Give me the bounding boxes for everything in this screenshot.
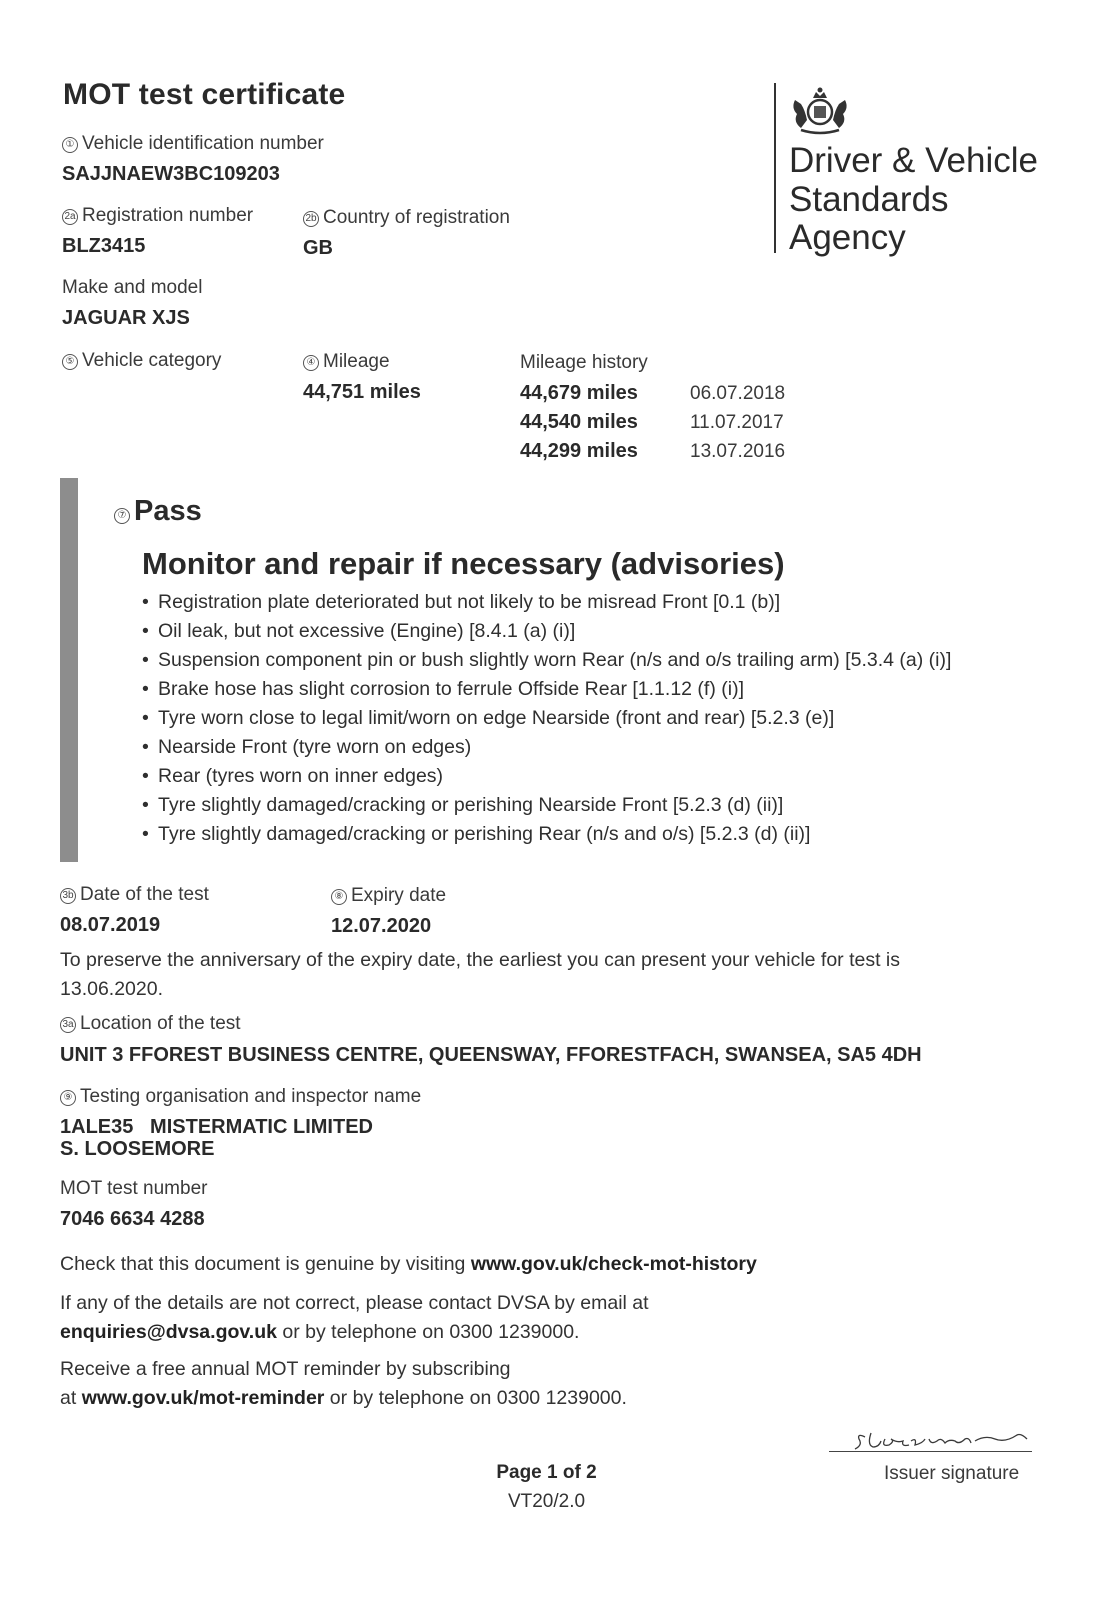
country-value: GB — [303, 237, 333, 259]
make-model-value: JAGUAR XJS — [62, 307, 190, 329]
advisory-item: • Tyre worn close to legal limit/worn on edge Nearside (front and rear) [5.2.3 (e)] — [142, 707, 835, 729]
result-status: ⑦ Pass — [114, 495, 202, 528]
expiry-date-label: ⑧ Expiry date — [331, 885, 446, 907]
check-mot-history-link[interactable]: www.gov.uk/check-mot-history — [470, 1253, 757, 1275]
agency-name — [789, 142, 1038, 258]
test-number-value: 7046 6634 4288 — [60, 1208, 205, 1230]
advisory-item: • Tyre slightly damaged/cracking or perishing Nearside Front [5.2.3 (d) (ii)] — [142, 794, 784, 816]
mot-reminder-link[interactable]: www.gov.uk/mot-reminder — [81, 1387, 325, 1409]
mileage-history-list — [520, 382, 785, 469]
make-model-label: Make and model — [62, 277, 203, 298]
field-number-icon: ⑤ — [62, 354, 78, 370]
mileage-value: 44,751 miles — [303, 381, 421, 403]
history-date: 13.07.2016 — [690, 441, 786, 462]
country-label: 2b Country of registration — [303, 207, 510, 229]
page-title: MOT test certificate — [63, 78, 346, 111]
anniversary-note: To preserve the anniversary of the expiry date, the earliest you can present your vehicle for test is 13.06.2020. — [60, 949, 901, 1000]
history-date: 11.07.2017 — [690, 412, 784, 433]
vehicle-category-label: ⑤ Vehicle category — [62, 350, 221, 372]
field-number-icon: 3b — [60, 888, 76, 904]
royal-crest-icon — [787, 84, 853, 136]
advisories-title: Monitor and repair if necessary (advisories) — [142, 546, 785, 581]
field-number-icon: ④ — [303, 355, 319, 371]
mileage-label: ④ Mileage — [303, 351, 390, 373]
reminder-text: Receive a free annual MOT reminder by subscribing at www.gov.uk/mot-reminder or by telephone on 0300 1239000. — [60, 1358, 627, 1409]
field-number-icon: 3a — [60, 1017, 76, 1033]
advisory-item: • Tyre slightly damaged/cracking or perishing Rear (n/s and o/s) [5.2.3 (d) (ii)] — [142, 823, 811, 845]
mileage-history-row — [520, 411, 785, 440]
mileage-history-label: Mileage history — [520, 352, 648, 373]
field-number-icon: ⑦ — [114, 508, 130, 524]
location-label: 3a Location of the test — [60, 1013, 241, 1035]
history-miles: 44,540 miles — [520, 411, 638, 433]
result-bar — [60, 478, 78, 862]
history-miles: 44,679 miles — [520, 382, 638, 404]
advisory-item: • Nearside Front (tyre worn on edges) — [142, 736, 472, 758]
advisory-item: • Rear (tyres worn on inner edges) — [142, 765, 444, 787]
mileage-history-row — [520, 440, 785, 469]
field-number-icon: 2b — [303, 211, 319, 227]
organisation-value: 1ALE35 MISTERMATIC LIMITED S. LOOSEMORE — [60, 1116, 373, 1160]
registration-value: BLZ3415 — [62, 235, 146, 257]
logo-divider — [774, 83, 776, 253]
field-number-icon: ⑧ — [331, 889, 347, 905]
organisation-label: ⑨ Testing organisation and inspector name — [60, 1086, 421, 1108]
check-genuine-text: Check that this document is genuine by visiting www.gov.uk/check-mot-history — [60, 1253, 757, 1275]
contact-text: If any of the details are not correct, please contact DVSA by email at enquiries@dvsa.gov.uk or by telephone on 0300 1239000. — [60, 1292, 649, 1343]
field-number-icon: 2a — [62, 209, 78, 225]
expiry-date-value: 12.07.2020 — [331, 915, 432, 937]
test-number-label: MOT test number — [60, 1178, 208, 1199]
page-number: Page 1 of 2 — [496, 1462, 597, 1483]
agency-line-2: Standards — [789, 179, 949, 219]
vin-value: SAJJNAEW3BC109203 — [62, 163, 280, 185]
advisory-item: • Brake hose has slight corrosion to ferrule Offside Rear [1.1.12 (f) (i)] — [142, 678, 744, 700]
contact-email-link[interactable]: enquiries@dvsa.gov.uk — [60, 1321, 277, 1343]
field-number-icon: ⑨ — [60, 1090, 76, 1106]
test-date-label: 3b Date of the test — [60, 884, 209, 906]
form-code: VT20/2.0 — [507, 1491, 586, 1512]
test-date-value: 08.07.2019 — [60, 914, 161, 936]
field-number-icon: ① — [62, 137, 78, 153]
history-miles: 44,299 miles — [520, 440, 638, 462]
registration-label: 2a Registration number — [62, 205, 253, 227]
mileage-history-row — [520, 382, 785, 411]
signature-line — [829, 1451, 1032, 1452]
agency-line-1: Driver & Vehicle — [789, 141, 1038, 180]
advisory-item: • Suspension component pin or bush slightly worn Rear (n/s and o/s trailing arm) [5.3.4 (a) (i)] — [142, 649, 952, 671]
history-date: 06.07.2018 — [690, 383, 786, 404]
location-value: UNIT 3 FFOREST BUSINESS CENTRE, QUEENSWAY, FFORESTFACH, SWANSEA, SA5 4DH — [60, 1044, 922, 1066]
signature-label: Issuer signature — [884, 1463, 1020, 1484]
advisories-list — [142, 588, 951, 849]
agency-line-3: Agency — [789, 218, 906, 257]
advisory-item: • Registration plate deteriorated but not likely to be misread Front [0.1 (b)] — [142, 591, 781, 613]
vin-label: ① Vehicle identification number — [62, 133, 324, 155]
advisory-item: • Oil leak, but not excessive (Engine) [8.4.1 (a) (i)] — [142, 620, 576, 642]
